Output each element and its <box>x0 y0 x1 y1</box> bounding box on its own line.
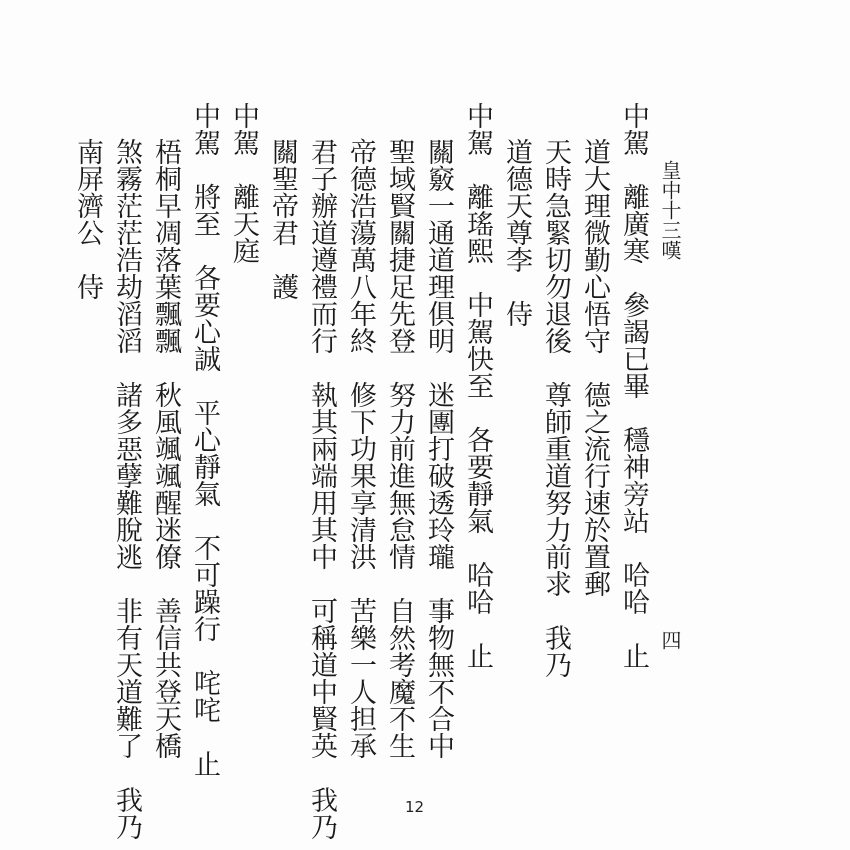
text-column-6: 關竅一通道理俱明 迷團打破透玲瓏 事物無不合中 <box>423 138 454 759</box>
text-column-8: 帝德浩蕩萬八年終 修下功果享清洪 苦樂一人担承 <box>345 138 376 759</box>
text-column-12: 中駕 將至 各要心誠 平心靜氣 不可躁行 咤咤 止 <box>189 102 220 777</box>
text-column-9: 君子辦道遵禮而行 執其兩端用其中 可稱道中賢英 我乃 <box>306 138 337 840</box>
text-column-11: 中駕 離天庭 <box>228 102 259 264</box>
text-column-2: 道大理微勤心悟守 德之流行速於置郵 <box>579 138 610 597</box>
text-column-1: 中駕 離廣寒 參謁已畢 穩神旁站 哈哈 止 <box>618 102 649 669</box>
text-column-14: 煞霧茫茫浩劫滔滔 諸多惡孽難脫逃 非有天道難了 我乃 <box>111 138 142 840</box>
text-column-13: 梧桐早凋落葉飄飄 秋風颯颯醒迷僚 善信共登天橋 <box>150 138 181 759</box>
book-title: 皇中十三嘆 <box>658 160 682 260</box>
text-column-4: 道德天尊李 侍 <box>501 138 532 327</box>
page-number: 12 <box>405 798 425 816</box>
text-column-10: 關聖帝君 護 <box>267 138 298 300</box>
text-column-3: 天時急緊切勿退後 尊師重道努力前求 我乃 <box>540 138 571 678</box>
text-column-7: 聖域賢關捷足先登 努力前進無怠情 自然考魔不生 <box>384 138 415 759</box>
section-number: 四 <box>658 630 682 650</box>
text-column-5: 中駕 離瑤熙 中駕快至 各要靜氣 哈哈 止 <box>462 102 493 669</box>
text-column-15: 南屏濟公 侍 <box>72 138 103 300</box>
